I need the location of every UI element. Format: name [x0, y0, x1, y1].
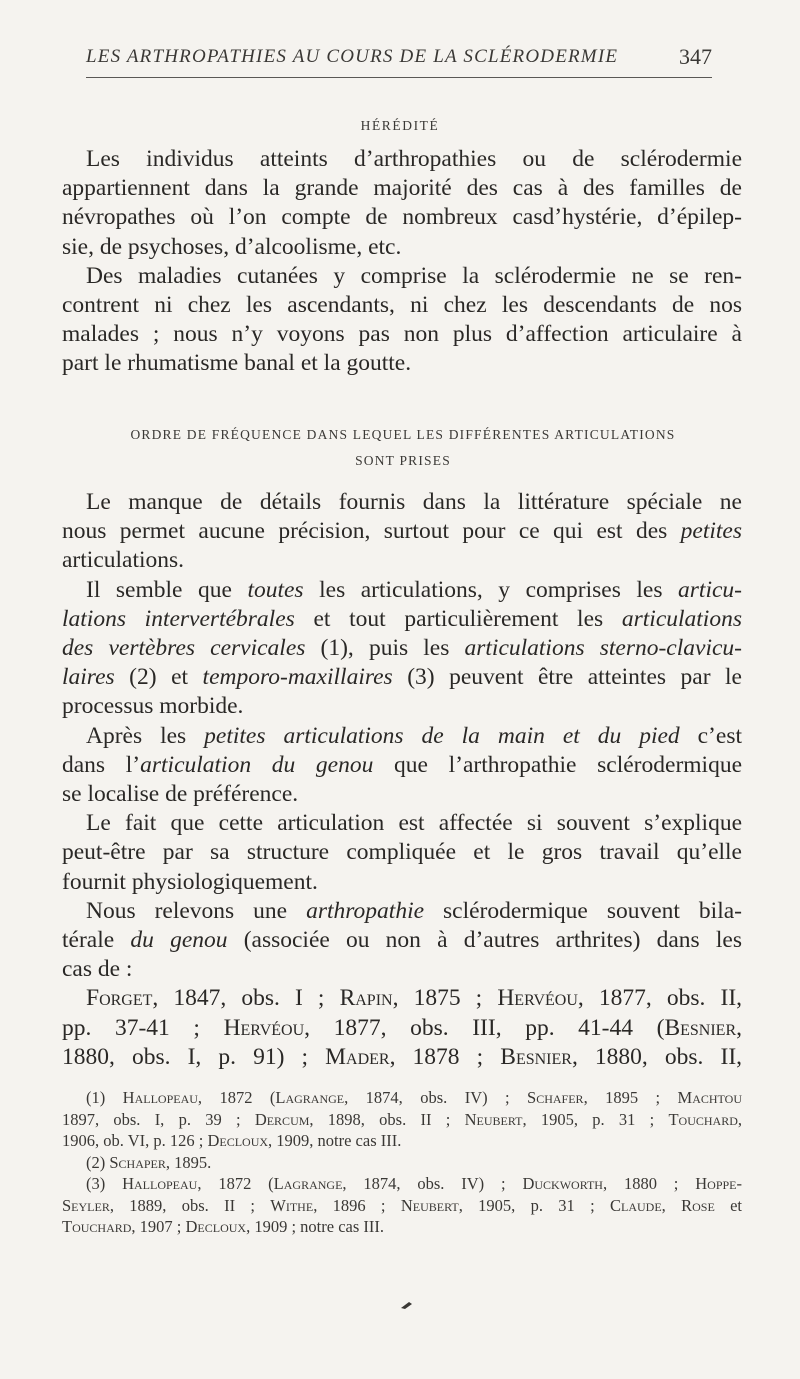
text-line: 1880, obs. I, p. 91) ; Mader, 1878 ; Besnier, 1880, obs. II, — [62, 1043, 743, 1070]
text-line: fournit physiologiquement. — [62, 868, 318, 895]
footnote-3: (3) Hallopeau, 1872 (Lagrange, 1874, obs. IV) ; Duckworth, 1880 ; Hoppe- — [86, 1174, 742, 1193]
section-title-heredite: HÉRÉDITÉ — [360, 118, 440, 133]
text-line: névropathes où l’on compte de nombreux casd’hystérie, d’épilep- — [62, 204, 742, 231]
text-line: laires (2) et temporo-maxillaires (3) peuvent être atteintes par le — [62, 664, 742, 691]
text-line: Nous relevons une arthropathie sclérodermique souvent bila- — [86, 897, 742, 924]
footnote-2: (2) Schaper, 1895. — [86, 1152, 212, 1172]
text-line: part le rhumatisme banal et la goutte. — [62, 350, 412, 377]
footnote-line: 1897, obs. I, p. 39 ; Dercum, 1898, obs. II ; Neubert, 1905, p. 31 ; Touchard, — [62, 1109, 742, 1129]
section-title-line: ORDRE DE FRÉQUENCE DANS LEQUEL LES DIFFÉRENTES ARTICULATIONS — [130, 427, 676, 442]
header-rule — [86, 77, 712, 78]
text-line: pp. 37-41 ; Hervéou, 1877, obs. III, pp. 41-44 (Besnier, — [62, 1014, 742, 1041]
text-line: Il semble que toutes les articulations, y comprises les articu- — [86, 576, 742, 603]
text-line: appartiennent dans la grande majorité des cas à des familles de — [62, 175, 742, 202]
paragraph — [62, 262, 742, 379]
text-line: contrent ni chez les ascendants, ni chez les descendants de nos — [62, 292, 742, 319]
text-line: Le fait que cette articulation est affectée si souvent s’explique — [86, 810, 742, 837]
page-number: 347 — [679, 44, 712, 69]
footnote-line: Seyler, 1889, obs. II ; Withe, 1896 ; Neubert, 1905, p. 31 ; Claude, Rose et — [62, 1195, 743, 1215]
running-head — [86, 44, 712, 74]
text-line: se localise de préférence. — [62, 781, 299, 808]
printer-mark-icon — [400, 1300, 414, 1310]
text-line: Après les petites articulations de la main et du pied c’est — [86, 722, 742, 749]
footnote-line: Touchard, 1907 ; Decloux, 1909 ; notre cas III. — [62, 1217, 385, 1236]
text-line: cas de : — [62, 956, 133, 983]
text-line: térale du genou (associée ou non à d’autres arthrites) dans les — [62, 927, 742, 954]
section-heredite-body — [62, 145, 742, 379]
footnotes — [62, 1087, 742, 1238]
text-line: processus morbide. — [62, 693, 244, 720]
footnote-1: (1) Hallopeau, 1872 (Lagrange, 1874, obs. IV) ; Schafer, 1895 ; Machtou — [86, 1088, 742, 1107]
text-line: Les individus atteints d’arthropathies ou de sclérodermie — [86, 146, 742, 172]
text-line: des vertèbres cervicales (1), puis les articulations sterno-clavicu- — [62, 635, 742, 662]
text-line: Des maladies cutanées y comprise la sclérodermie ne se ren- — [86, 262, 742, 289]
text-line: malades ; nous n’y voyons pas non plus d’affection articulaire à — [62, 321, 742, 348]
footnote-line: 1906, ob. VI, p. 126 ; Decloux, 1909, notre cas III. — [62, 1131, 402, 1150]
text-line: peut-être par sa structure compliquée et le gros travail qu’elle — [62, 839, 742, 866]
paragraph — [62, 145, 742, 262]
text-line: sie, de psychoses, d’alcoolisme, etc. — [62, 233, 402, 260]
section-title-line: SONT PRISES — [355, 453, 451, 468]
text-line: dans l’articulation du genou que l’arthropathie sclérodermique — [62, 751, 743, 778]
section-title-ordre — [58, 422, 748, 474]
text-line: lations intervertébrales et tout particulièrement les articulations — [62, 605, 742, 632]
text-line: Le manque de détails fournis dans la littérature spéciale ne — [86, 489, 742, 515]
text-line: nous permet aucune précision, surtout pour ce qui est des petites — [62, 518, 742, 545]
section-ordre-body — [62, 488, 742, 1072]
running-title: LES ARTHROPATHIES AU COURS DE LA SCLÉRODERMIE — [86, 46, 619, 67]
text-line: articulations. — [62, 547, 185, 574]
text-line: Forget, 1847, obs. I ; Rapin, 1875 ; Hervéou, 1877, obs. II, — [86, 985, 743, 1012]
